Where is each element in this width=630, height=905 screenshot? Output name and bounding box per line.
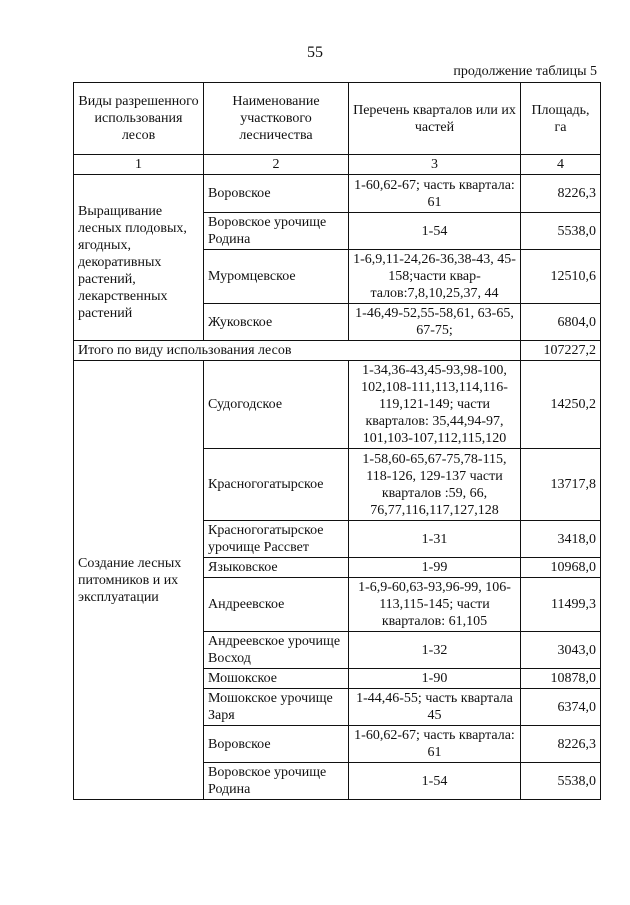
forestry-cell: Жуковское xyxy=(204,304,349,341)
quarters-cell: 1-60,62-67; часть квартала: 61 xyxy=(349,726,521,763)
area-cell: 10968,0 xyxy=(521,558,601,578)
use-type-cell: Выращивание лесных плодовых, ягодных, декоративных растений, лекарственных растений xyxy=(74,175,204,341)
forestry-cell: Воровское xyxy=(204,175,349,213)
area-cell: 12510,6 xyxy=(521,250,601,304)
header-quarters: Перечень кварталов или их частей xyxy=(349,83,521,155)
forestry-cell: Воровское xyxy=(204,726,349,763)
forestry-cell: Воровское урочище Родина xyxy=(204,213,349,250)
page-number: 55 xyxy=(307,44,323,61)
area-cell: 5538,0 xyxy=(521,213,601,250)
quarters-cell: 1-6,9-60,63-93,96-99, 106-113,115-145; части кварталов: 61,105 xyxy=(349,578,521,632)
area-cell: 3043,0 xyxy=(521,632,601,669)
forestry-cell: Воровское урочище Родина xyxy=(204,763,349,800)
area-cell: 5538,0 xyxy=(521,763,601,800)
forestry-cell: Андреевское xyxy=(204,578,349,632)
quarters-cell: 1-60,62-67; часть квартала: 61 xyxy=(349,175,521,213)
area-cell: 11499,3 xyxy=(521,578,601,632)
header-forestry: Наименование участкового лесничества xyxy=(204,83,349,155)
quarters-cell: 1-90 xyxy=(349,669,521,689)
forestry-cell: Судогодское xyxy=(204,361,349,449)
header-use-type: Виды разрешенного использования лесов xyxy=(74,83,204,155)
forestry-cell: Мошокское урочище Заря xyxy=(204,689,349,726)
forestry-cell: Красногогатырское урочище Рассвет xyxy=(204,521,349,558)
area-cell: 6374,0 xyxy=(521,689,601,726)
quarters-cell: 1-44,46-55; часть квартала 45 xyxy=(349,689,521,726)
quarters-cell: 1-58,60-65,67-75,78-115, 118-126, 129-137 части кварталов :59, 66, 76,77,116,117,127,128 xyxy=(349,449,521,521)
quarters-cell: 1-54 xyxy=(349,213,521,250)
quarters-cell: 1-31 xyxy=(349,521,521,558)
quarters-cell: 1-32 xyxy=(349,632,521,669)
forestry-cell: Мошокское xyxy=(204,669,349,689)
column-number: 2 xyxy=(204,155,349,175)
quarters-cell: 1-99 xyxy=(349,558,521,578)
area-cell: 8226,3 xyxy=(521,726,601,763)
forest-use-table xyxy=(73,82,601,800)
forestry-cell: Муромцевское xyxy=(204,250,349,304)
area-cell: 14250,2 xyxy=(521,361,601,449)
quarters-cell: 1-34,36-43,45-93,98-100, 102,108-111,113,114,116-119,121-149; части кварталов: 35,44,94-97, 101,103-107,112,115,120 xyxy=(349,361,521,449)
area-cell: 13717,8 xyxy=(521,449,601,521)
area-cell: 6804,0 xyxy=(521,304,601,341)
header-area: Площадь, га xyxy=(521,83,601,155)
table-row xyxy=(74,175,601,213)
table-continuation-label: продолжение таблицы 5 xyxy=(453,64,597,79)
table-row xyxy=(74,361,601,449)
column-number: 4 xyxy=(521,155,601,175)
area-cell: 8226,3 xyxy=(521,175,601,213)
subtotal-row xyxy=(74,341,601,361)
quarters-cell: 1-46,49-52,55-58,61, 63-65, 67-75; xyxy=(349,304,521,341)
quarters-cell: 1-54 xyxy=(349,763,521,800)
forestry-cell: Красногогатырское xyxy=(204,449,349,521)
quarters-cell: 1-6,9,11-24,26-36,38-43, 45-158;части квар-талов:7,8,10,25,37, 44 xyxy=(349,250,521,304)
forestry-cell: Андреевское урочище Восход xyxy=(204,632,349,669)
column-number: 1 xyxy=(74,155,204,175)
subtotal-area: 107227,2 xyxy=(521,341,601,361)
subtotal-label: Итого по виду использования лесов xyxy=(74,341,521,361)
use-type-cell: Создание лесных питомников и их эксплуатации xyxy=(74,361,204,800)
column-number: 3 xyxy=(349,155,521,175)
area-cell: 10878,0 xyxy=(521,669,601,689)
forestry-cell: Языковское xyxy=(204,558,349,578)
area-cell: 3418,0 xyxy=(521,521,601,558)
